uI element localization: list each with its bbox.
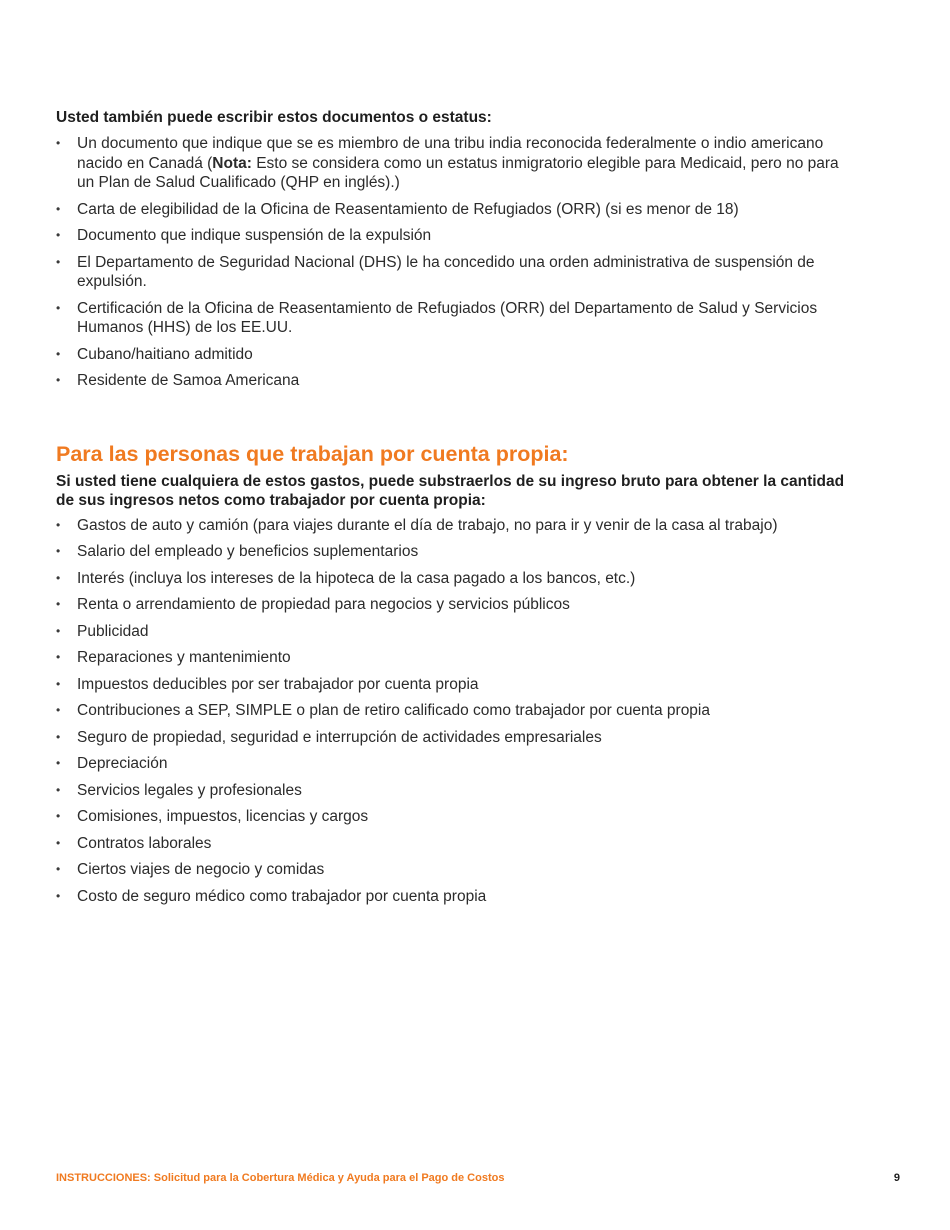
list-item: [56, 675, 846, 695]
documents-list: [56, 134, 846, 391]
list-item: [56, 807, 846, 827]
list-item-text: Gastos de auto y camión (para viajes durante el día de trabajo, no para ir y venir de la casa al trabajo): [77, 516, 778, 534]
list-item-text: Reparaciones y mantenimiento: [77, 649, 291, 666]
self-employed-heading: Para las personas que trabajan por cuenta propia:: [56, 441, 569, 466]
list-item-text: Un documento que indique que se es miembro de una tribu india reconocida federalmente o indio americano nacido en Canadá (: [77, 135, 824, 172]
list-item-text: Ciertos viajes de negocio y comidas: [77, 861, 325, 878]
bullet-icon: •: [56, 809, 61, 823]
self-employed-section: [56, 441, 846, 907]
list-item: [56, 371, 846, 391]
bullet-icon: •: [56, 517, 61, 532]
page-number: 9: [893, 1172, 900, 1184]
note-label: Nota:: [212, 154, 252, 172]
bullet-icon: •: [56, 597, 61, 611]
list-item: [56, 860, 846, 880]
bullet-icon: •: [56, 676, 61, 691]
footer-title: INSTRUCCIONES: Solicitud para la Cobertura Médica y Ayuda para el Pago de Costos: [56, 1172, 505, 1184]
bullet-icon: •: [56, 888, 61, 903]
list-item: [56, 595, 846, 615]
list-item: [56, 200, 846, 220]
bullet-icon: •: [56, 136, 61, 150]
bullet-icon: •: [56, 729, 61, 744]
list-item: [56, 887, 846, 907]
bullet-icon: •: [56, 346, 61, 361]
bullet-icon: •: [56, 835, 61, 850]
bullet-icon: •: [56, 373, 61, 387]
bullet-icon: •: [56, 623, 61, 638]
list-item: [56, 648, 846, 668]
list-item-text: Renta o arrendamiento de propiedad para negocios y servicios públicos: [77, 596, 570, 613]
bullet-icon: •: [56, 650, 61, 664]
list-item-text: Cubano/haitiano admitido: [77, 345, 253, 363]
list-item: [56, 299, 846, 338]
list-item: [56, 569, 846, 589]
list-item: [56, 134, 846, 193]
documents-section: [56, 108, 846, 391]
list-item-text: Comisiones, impuestos, licencias y cargos: [77, 808, 369, 825]
expenses-list: [56, 516, 846, 907]
bullet-icon: •: [56, 756, 61, 770]
list-item-text: Servicios legales y profesionales: [77, 781, 302, 799]
bullet-icon: •: [56, 703, 61, 717]
list-item-text: Contratos laborales: [77, 834, 212, 852]
self-employed-subheading: Si usted tiene cualquiera de estos gastos, puede substraerlos de su ingreso bruto para obtener la cantidad de sus ingresos netos como trabajador por cuenta propia:: [56, 472, 845, 509]
list-item-text: Impuestos deducibles por ser trabajador por cuenta propia: [77, 675, 479, 693]
documents-heading: Usted también puede escribir estos documentos o estatus:: [56, 109, 492, 126]
bullet-icon: •: [56, 201, 61, 216]
document-page: [56, 108, 846, 913]
list-item: [56, 253, 846, 292]
list-item: [56, 701, 846, 721]
list-item-text: Seguro de propiedad, seguridad e interrupción de actividades empresariales: [77, 728, 602, 746]
list-item: [56, 516, 846, 536]
bullet-icon: •: [56, 300, 61, 315]
list-item: [56, 781, 846, 801]
bullet-icon: •: [56, 254, 61, 269]
list-item-text: Depreciación: [77, 755, 168, 772]
list-item: [56, 345, 846, 365]
list-item: [56, 226, 846, 246]
list-item: [56, 754, 846, 774]
list-item-text: El Departamento de Seguridad Nacional (DHS) le ha concedido una orden administrativa de suspensión de expulsión.: [77, 253, 815, 290]
list-item-text: Publicidad: [77, 622, 149, 640]
list-item-text: Certificación de la Oficina de Reasentamiento de Refugiados (ORR) del Departamento de Salud y Servicios Humanos (HHS) de los EE.UU.: [77, 299, 818, 336]
bullet-icon: •: [56, 228, 61, 242]
list-item-text: Esto se considera como un estatus inmigratorio elegible para Medicaid, pero no para un Plan de Salud Cualificado (QHP en inglés).): [77, 154, 839, 191]
list-item-text: Documento que indique suspensión de la expulsión: [77, 227, 432, 244]
list-item-text: Interés (incluya los intereses de la hipoteca de la casa pagado a los bancos, etc.): [77, 569, 636, 587]
list-item: [56, 834, 846, 854]
list-item-text: Carta de elegibilidad de la Oficina de Reasentamiento de Refugiados (ORR) (si es menor de 18): [77, 200, 739, 218]
list-item-text: Contribuciones a SEP, SIMPLE o plan de retiro calificado como trabajador por cuenta propia: [77, 702, 710, 719]
bullet-icon: •: [56, 570, 61, 585]
list-item: [56, 728, 846, 748]
list-item-text: Salario del empleado y beneficios suplementarios: [77, 543, 419, 560]
list-item: [56, 622, 846, 642]
bullet-icon: •: [56, 544, 61, 558]
bullet-icon: •: [56, 782, 61, 797]
list-item-text: Residente de Samoa Americana: [77, 372, 300, 389]
list-item-text: Costo de seguro médico como trabajador por cuenta propia: [77, 887, 487, 905]
bullet-icon: •: [56, 862, 61, 876]
list-item: [56, 542, 846, 562]
